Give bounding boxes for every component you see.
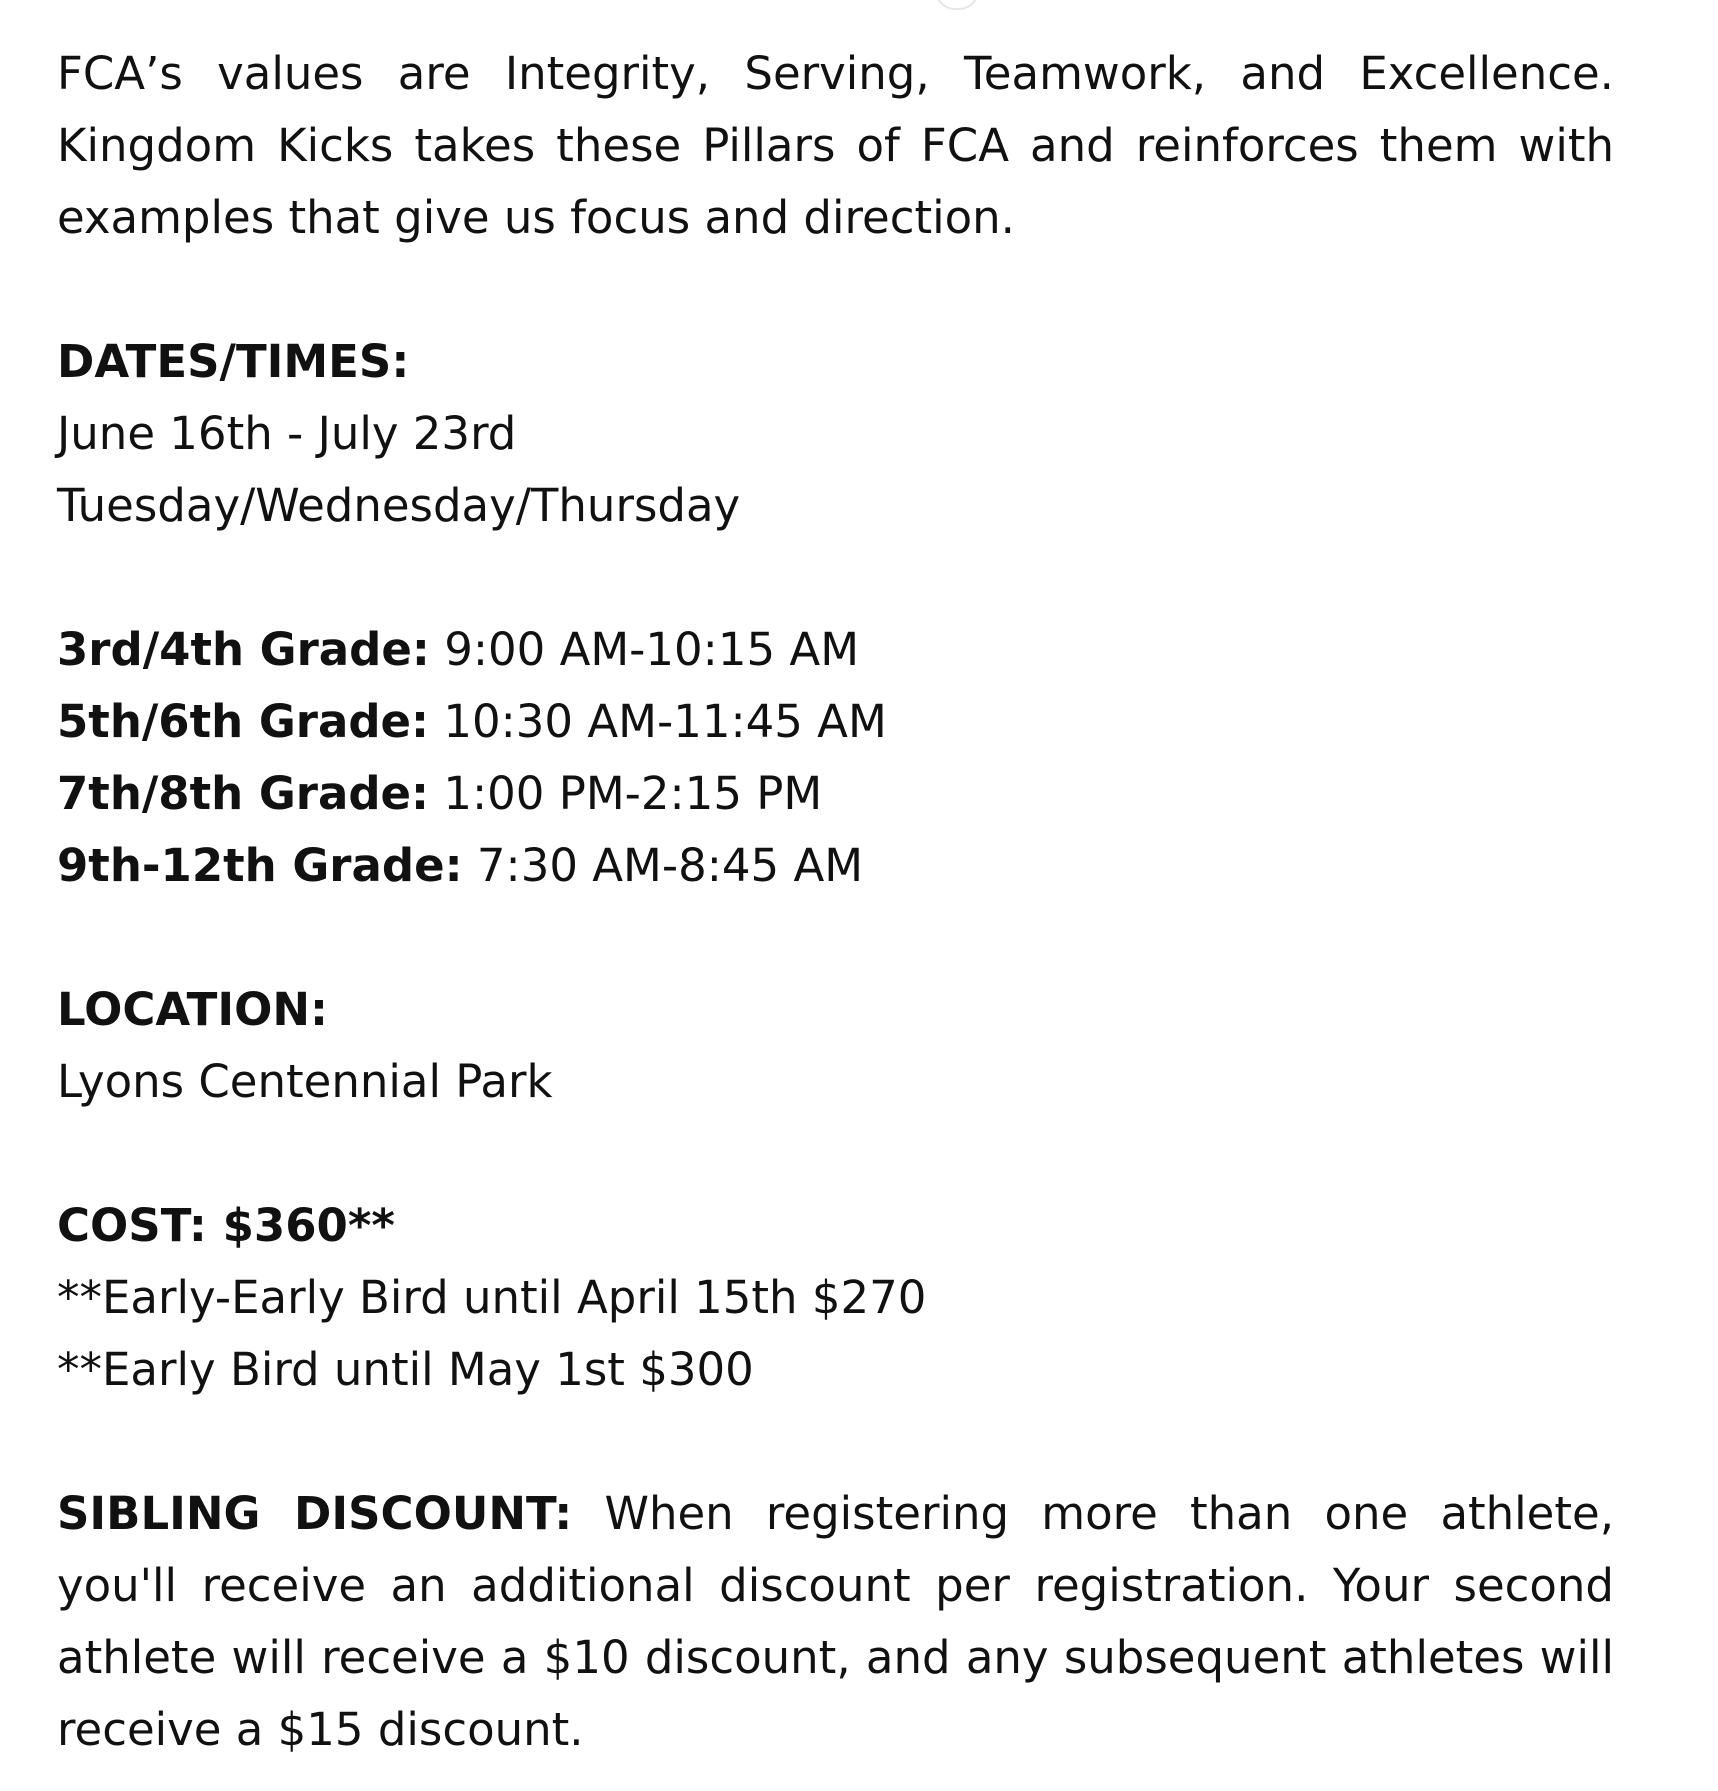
schedule-grade: 9th-12th Grade: — [57, 839, 463, 892]
schedule-time: 10:30 AM-11:45 AM — [443, 695, 887, 748]
early-bird-price: **Early Bird until May 1st $300 — [57, 1343, 754, 1396]
cost-section — [57, 1190, 1614, 1406]
spacer — [57, 902, 1614, 974]
schedule-grade: 7th/8th Grade: — [57, 767, 430, 820]
cost-heading: COST: $360** — [57, 1199, 395, 1252]
schedule-row — [57, 614, 1614, 686]
date-range: June 16th - July 23rd — [57, 407, 517, 460]
session-days: Tuesday/Wednesday/Thursday — [57, 479, 741, 532]
schedule-time: 9:00 AM-10:15 AM — [444, 623, 860, 676]
document-page — [57, 38, 1614, 1766]
schedule-row — [57, 758, 1614, 830]
spacer — [57, 1118, 1614, 1190]
early-early-bird-price: **Early-Early Bird until April 15th $270 — [57, 1271, 927, 1324]
schedule-grade: 3rd/4th Grade: — [57, 623, 430, 676]
schedule-row — [57, 830, 1614, 902]
spacer — [57, 254, 1614, 326]
dates-times-section — [57, 326, 1614, 542]
spacer — [57, 542, 1614, 614]
intro-paragraph: FCA’s values are Integrity, Serving, Teamwork, and Excellence. Kingdom Kicks takes these Pillars of FCA and reinforces them with examples that give us focus and direction. — [57, 47, 1614, 244]
sibling-discount-paragraph — [57, 1478, 1614, 1766]
location-section — [57, 974, 1614, 1118]
sibling-discount-heading: SIBLING DISCOUNT: — [57, 1487, 573, 1540]
top-edge-mark — [935, 0, 979, 10]
schedule-time: 7:30 AM-8:45 AM — [476, 839, 864, 892]
location-value: Lyons Centennial Park — [57, 1055, 553, 1108]
schedule-row — [57, 686, 1614, 758]
schedule-list — [57, 614, 1614, 902]
dates-times-heading: DATES/TIMES: — [57, 335, 410, 388]
location-heading: LOCATION: — [57, 983, 329, 1036]
spacer — [57, 1406, 1614, 1478]
sibling-discount-text: When registering more than one athlete, you'll receive an additional discount per registration. Your second athlete will receive a $10 discount, and any subsequent athletes will receive a $15 discount. — [57, 1487, 1614, 1756]
schedule-time: 1:00 PM-2:15 PM — [443, 767, 823, 820]
schedule-grade: 5th/6th Grade: — [57, 695, 430, 748]
